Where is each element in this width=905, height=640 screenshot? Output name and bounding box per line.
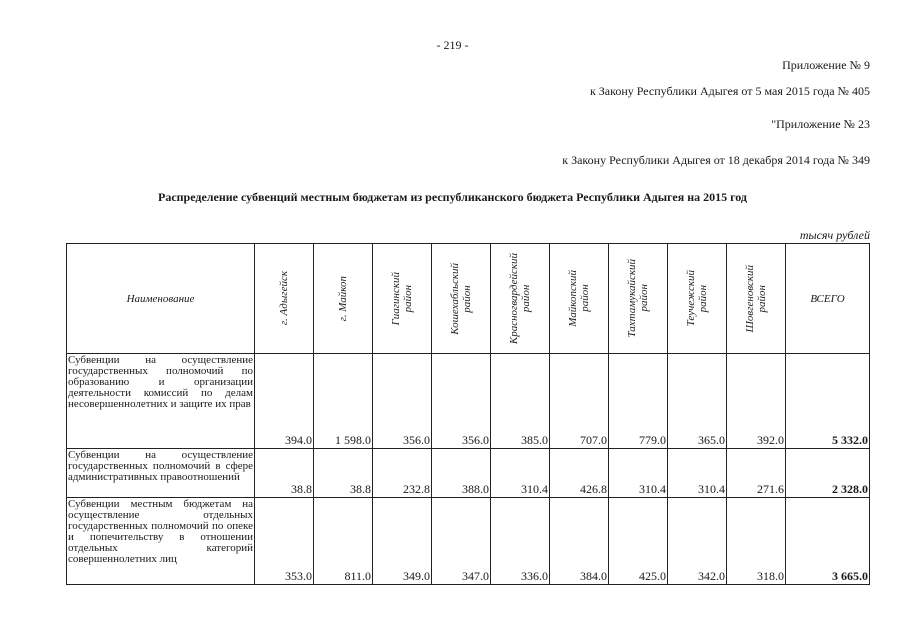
value-cell: 336.0 — [491, 498, 550, 585]
value-cell: 310.4 — [668, 449, 727, 498]
value-cell: 392.0 — [727, 354, 786, 449]
column-header-maykopsky: Майкопский район — [550, 244, 609, 354]
value-cell: 38.8 — [314, 449, 373, 498]
value-cell: 1 598.0 — [314, 354, 373, 449]
value-cell: 425.0 — [609, 498, 668, 585]
column-header-adygeysk: г. Адыгейск — [255, 244, 314, 354]
law-reference-349: к Закону Республики Адыгея от 18 декабря 2014 года № 349 — [562, 153, 870, 167]
appendix-number-9: Приложение № 9 — [782, 58, 870, 72]
table-row — [67, 498, 870, 585]
total-cell: 3 665.0 — [786, 498, 870, 585]
subventions-table — [66, 243, 870, 585]
column-header-total: ВСЕГО — [786, 244, 870, 354]
value-cell: 342.0 — [668, 498, 727, 585]
law-reference-405: к Закону Республики Адыгея от 5 мая 2015 года № 405 — [589, 84, 870, 98]
value-cell: 310.4 — [609, 449, 668, 498]
value-cell: 394.0 — [255, 354, 314, 449]
column-header-takhtamukaysky: Тахтамукайский район — [609, 244, 668, 354]
page-number: - 219 - — [436, 38, 469, 52]
table-row — [67, 354, 870, 449]
row-name-cell: Субвенции местным бюджетам на осуществление отдельных государственных полномочий по опеке и попечительству в отношении отдельных категорий совершеннолетних лиц — [67, 498, 255, 585]
total-cell: 2 328.0 — [786, 449, 870, 498]
value-cell: 318.0 — [727, 498, 786, 585]
value-cell: 811.0 — [314, 498, 373, 585]
table-row — [67, 449, 870, 498]
document-title: Распределение субвенций местным бюджетам из республиканского бюджета Республики Адыгея на 2015 год — [157, 190, 748, 204]
value-cell: 347.0 — [432, 498, 491, 585]
value-cell: 271.6 — [727, 449, 786, 498]
row-name-cell: Субвенции на осуществление государственных полномочий в сфере административных правоотношений — [67, 449, 255, 498]
column-header-maykop-city: г. Майкоп — [314, 244, 373, 354]
value-cell: 365.0 — [668, 354, 727, 449]
units-label: тысяч рублей — [799, 228, 870, 242]
column-header-shovgenovsky: Шовгеновский район — [727, 244, 786, 354]
value-cell: 356.0 — [373, 354, 432, 449]
row-name-cell: Субвенции на осуществление государственных полномочий по образованию и организации деятельности комиссий по делам несовершеннолетних и защите их прав — [67, 354, 255, 449]
value-cell: 426.8 — [550, 449, 609, 498]
value-cell: 232.8 — [373, 449, 432, 498]
value-cell: 779.0 — [609, 354, 668, 449]
column-header-giaginsky: Гиагинский район — [373, 244, 432, 354]
value-cell: 385.0 — [491, 354, 550, 449]
column-header-koshekhablsky: Кошехабльский район — [432, 244, 491, 354]
column-header-krasnogvardeysky: Красногвардейский район — [491, 244, 550, 354]
appendix-number-23: "Приложение № 23 — [771, 117, 870, 131]
value-cell: 353.0 — [255, 498, 314, 585]
value-cell: 310.4 — [491, 449, 550, 498]
value-cell: 349.0 — [373, 498, 432, 585]
value-cell: 38.8 — [255, 449, 314, 498]
column-header-name: Наименование — [67, 244, 255, 354]
value-cell: 356.0 — [432, 354, 491, 449]
value-cell: 707.0 — [550, 354, 609, 449]
value-cell: 388.0 — [432, 449, 491, 498]
column-header-teuchezhsky: Теучежский район — [668, 244, 727, 354]
total-cell: 5 332.0 — [786, 354, 870, 449]
table-header-row — [67, 244, 870, 354]
value-cell: 384.0 — [550, 498, 609, 585]
